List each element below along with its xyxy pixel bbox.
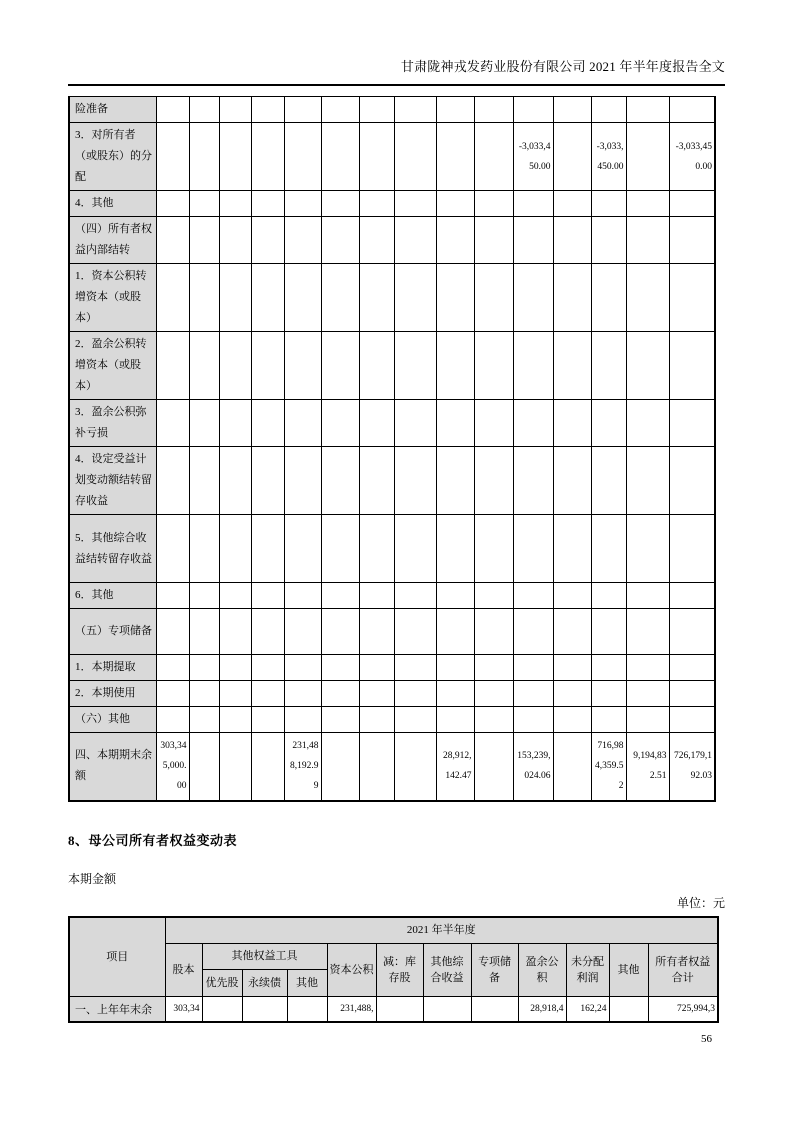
value-cell [669, 655, 715, 681]
value-cell [436, 332, 474, 400]
value-cell [321, 609, 359, 655]
value-cell [321, 264, 359, 332]
value-cell [219, 609, 251, 655]
value-cell [321, 217, 359, 264]
row-label: 3．对所有者（或股东）的分配 [69, 123, 156, 191]
value-cell [359, 332, 394, 400]
value-cell [251, 583, 284, 609]
table-row [69, 217, 715, 264]
row-label: 2．盈余公积转增资本（或股本） [69, 332, 156, 400]
value-cell [591, 655, 626, 681]
value-cell [626, 97, 669, 123]
value-cell [436, 264, 474, 332]
header-item: 项目 [69, 917, 165, 996]
value-cell [219, 332, 251, 400]
value-cell [359, 191, 394, 217]
value-cell [669, 515, 715, 583]
value-cell [321, 655, 359, 681]
value-cell [553, 97, 591, 123]
value-cell [394, 217, 436, 264]
value-cell [626, 447, 669, 515]
row-label: 3．盈余公积弥补亏损 [69, 400, 156, 447]
value-cell [156, 707, 189, 733]
value-cell [189, 400, 219, 447]
value-cell [553, 583, 591, 609]
value-cell [189, 681, 219, 707]
value-cell [219, 123, 251, 191]
value-cell [669, 583, 715, 609]
header-preferred-shares: 优先股 [202, 969, 242, 996]
value-cell [156, 264, 189, 332]
value-cell [513, 217, 553, 264]
value-cell [284, 217, 321, 264]
value-cell [669, 97, 715, 123]
value-cell [219, 264, 251, 332]
header-perpetual-bonds: 永续债 [242, 969, 287, 996]
value-cell: 28,918,4 [518, 996, 566, 1022]
value-cell [251, 655, 284, 681]
value-cell [359, 655, 394, 681]
value-cell [359, 733, 394, 801]
value-cell [284, 97, 321, 123]
value-cell [251, 447, 284, 515]
table-header-row [69, 917, 718, 943]
value-cell: 162,24 [566, 996, 609, 1022]
value-cell [202, 996, 242, 1022]
header-share-capital: 股本 [165, 943, 202, 996]
value-cell [156, 681, 189, 707]
value-cell [474, 191, 513, 217]
table-row [69, 733, 715, 801]
value-cell [436, 191, 474, 217]
value-cell [474, 609, 513, 655]
value-cell [436, 583, 474, 609]
value-cell [189, 332, 219, 400]
value-cell [626, 217, 669, 264]
value-cell [394, 609, 436, 655]
value-cell [474, 583, 513, 609]
value-cell [189, 191, 219, 217]
value-cell: 231,488, [327, 996, 376, 1022]
value-cell: 303,34 [165, 996, 202, 1022]
value-cell: 725,994,3 [648, 996, 718, 1022]
value-cell [591, 609, 626, 655]
value-cell [591, 191, 626, 217]
value-cell [394, 707, 436, 733]
row-label: 4．设定受益计划变动额结转留存收益 [69, 447, 156, 515]
value-cell [626, 609, 669, 655]
value-cell [513, 264, 553, 332]
value-cell [284, 707, 321, 733]
value-cell [669, 400, 715, 447]
unit-label: 单位：元 [676, 896, 725, 910]
value-cell [553, 400, 591, 447]
value-cell [591, 681, 626, 707]
value-cell [436, 515, 474, 583]
value-cell [189, 123, 219, 191]
header-divider [68, 84, 725, 86]
value-cell [513, 681, 553, 707]
value-cell [321, 515, 359, 583]
row-label: 6．其他 [69, 583, 156, 609]
value-cell [626, 583, 669, 609]
table-row [69, 332, 715, 400]
value-cell [394, 583, 436, 609]
value-cell: -3,033,450.00 [591, 123, 626, 191]
value-cell [626, 681, 669, 707]
row-label: 一、上年年末余 [69, 996, 165, 1022]
value-cell [156, 655, 189, 681]
value-cell [513, 609, 553, 655]
value-cell [626, 191, 669, 217]
value-cell [513, 97, 553, 123]
value-cell [669, 609, 715, 655]
value-cell [626, 264, 669, 332]
value-cell [513, 583, 553, 609]
table-row [69, 707, 715, 733]
value-cell [156, 400, 189, 447]
value-cell [284, 191, 321, 217]
header-special-reserve: 专项储备 [471, 943, 518, 996]
value-cell [284, 332, 321, 400]
value-cell [189, 583, 219, 609]
value-cell [189, 515, 219, 583]
value-cell [251, 123, 284, 191]
row-label: （六）其他 [69, 707, 156, 733]
value-cell [219, 191, 251, 217]
value-cell [284, 400, 321, 447]
value-cell [156, 123, 189, 191]
value-cell [156, 217, 189, 264]
value-cell [284, 123, 321, 191]
value-cell [626, 515, 669, 583]
value-cell [251, 400, 284, 447]
value-cell [394, 191, 436, 217]
value-cell [284, 264, 321, 332]
value-cell [219, 217, 251, 264]
value-cell: -3,033,450.00 [669, 123, 715, 191]
value-cell [474, 515, 513, 583]
value-cell [591, 515, 626, 583]
value-cell [591, 583, 626, 609]
value-cell [219, 733, 251, 801]
row-label: 1．本期提取 [69, 655, 156, 681]
value-cell [474, 97, 513, 123]
value-cell [394, 332, 436, 400]
report-header-title: 甘肃陇神戎发药业股份有限公司 2021 年半年度报告全文 [400, 59, 725, 74]
value-cell [284, 681, 321, 707]
row-label: （五）专项储备 [69, 609, 156, 655]
value-cell [474, 332, 513, 400]
value-cell [553, 733, 591, 801]
value-cell [321, 332, 359, 400]
table-row [69, 97, 715, 123]
row-label: 四、本期期末余额 [69, 733, 156, 801]
table-row [69, 191, 715, 217]
value-cell [436, 447, 474, 515]
value-cell [394, 400, 436, 447]
value-cell [321, 733, 359, 801]
value-cell [321, 400, 359, 447]
value-cell [553, 217, 591, 264]
value-cell [189, 97, 219, 123]
value-cell [219, 97, 251, 123]
value-cell [219, 707, 251, 733]
value-cell [669, 447, 715, 515]
value-cell [609, 996, 648, 1022]
table-row [69, 264, 715, 332]
value-cell [394, 264, 436, 332]
table-row [69, 583, 715, 609]
value-cell [669, 191, 715, 217]
value-cell [189, 609, 219, 655]
value-cell [553, 707, 591, 733]
value-cell [359, 264, 394, 332]
row-label: 1．资本公积转增资本（或股本） [69, 264, 156, 332]
page-number: 56 [701, 1033, 712, 1045]
value-cell [321, 97, 359, 123]
value-cell [251, 733, 284, 801]
value-cell [156, 447, 189, 515]
value-cell: 303,345,000.00 [156, 733, 189, 801]
consolidated-equity-change-table [68, 96, 716, 802]
value-cell [471, 996, 518, 1022]
value-cell [474, 681, 513, 707]
row-label: 5．其他综合收益结转留存收益 [69, 515, 156, 583]
header-less-treasury: 减：库存股 [376, 943, 423, 996]
value-cell [219, 515, 251, 583]
value-cell [436, 400, 474, 447]
value-cell [553, 515, 591, 583]
table-row [69, 609, 715, 655]
value-cell [474, 447, 513, 515]
header-other-instruments: 其他 [287, 969, 327, 996]
value-cell [251, 515, 284, 583]
value-cell [219, 447, 251, 515]
value-cell: 231,488,192.99 [284, 733, 321, 801]
value-cell [251, 332, 284, 400]
value-cell [591, 217, 626, 264]
row-label: 险准备 [69, 97, 156, 123]
value-cell [156, 97, 189, 123]
value-cell [474, 655, 513, 681]
value-cell [513, 707, 553, 733]
table-row [69, 400, 715, 447]
value-cell [436, 123, 474, 191]
value-cell [513, 332, 553, 400]
value-cell [394, 681, 436, 707]
value-cell [474, 400, 513, 447]
value-cell: 9,194,832.51 [626, 733, 669, 801]
value-cell [284, 515, 321, 583]
value-cell [553, 609, 591, 655]
value-cell [669, 264, 715, 332]
value-cell [591, 400, 626, 447]
value-cell [474, 707, 513, 733]
table-row [69, 123, 715, 191]
value-cell [156, 583, 189, 609]
value-cell [189, 707, 219, 733]
value-cell [359, 400, 394, 447]
value-cell [553, 655, 591, 681]
parent-equity-change-table [68, 916, 719, 1023]
value-cell: 153,239,024.06 [513, 733, 553, 801]
value-cell [189, 733, 219, 801]
value-cell [189, 264, 219, 332]
header-surplus-reserve: 盈余公积 [518, 943, 566, 996]
header-other: 其他 [609, 943, 648, 996]
value-cell [436, 707, 474, 733]
value-cell [219, 400, 251, 447]
table-header-row [69, 943, 718, 969]
value-cell [251, 191, 284, 217]
value-cell [591, 97, 626, 123]
value-cell: -3,033,450.00 [513, 123, 553, 191]
header-period: 2021 年半年度 [165, 917, 718, 943]
value-cell [219, 681, 251, 707]
value-cell [436, 97, 474, 123]
value-cell [156, 609, 189, 655]
value-cell [669, 681, 715, 707]
value-cell [474, 123, 513, 191]
value-cell [359, 515, 394, 583]
value-cell [251, 609, 284, 655]
value-cell [436, 655, 474, 681]
value-cell [553, 681, 591, 707]
value-cell [553, 191, 591, 217]
value-cell [321, 707, 359, 733]
header-oci: 其他综合收益 [423, 943, 471, 996]
value-cell [513, 515, 553, 583]
value-cell [394, 515, 436, 583]
value-cell [394, 97, 436, 123]
header-total-equity: 所有者权益合计 [648, 943, 718, 996]
value-cell [156, 515, 189, 583]
value-cell [626, 707, 669, 733]
value-cell [287, 996, 327, 1022]
row-label: 2．本期使用 [69, 681, 156, 707]
value-cell [251, 264, 284, 332]
value-cell [359, 217, 394, 264]
value-cell [669, 217, 715, 264]
value-cell [436, 609, 474, 655]
value-cell [591, 447, 626, 515]
value-cell [189, 655, 219, 681]
value-cell [553, 264, 591, 332]
value-cell [242, 996, 287, 1022]
value-cell [359, 123, 394, 191]
value-cell [626, 655, 669, 681]
value-cell [591, 264, 626, 332]
value-cell [626, 332, 669, 400]
value-cell [219, 583, 251, 609]
value-cell [553, 123, 591, 191]
value-cell [669, 707, 715, 733]
value-cell [513, 400, 553, 447]
value-cell [591, 332, 626, 400]
header-retained-profit: 未分配利润 [566, 943, 609, 996]
table-row [69, 681, 715, 707]
value-cell [591, 707, 626, 733]
value-cell [669, 332, 715, 400]
row-label: （四）所有者权益内部结转 [69, 217, 156, 264]
value-cell: 716,984,359.52 [591, 733, 626, 801]
value-cell [251, 681, 284, 707]
value-cell [321, 123, 359, 191]
value-cell [284, 447, 321, 515]
value-cell [394, 655, 436, 681]
value-cell [189, 447, 219, 515]
value-cell [284, 655, 321, 681]
value-cell [321, 447, 359, 515]
value-cell [359, 707, 394, 733]
value-cell [219, 655, 251, 681]
value-cell: 726,179,192.03 [669, 733, 715, 801]
row-label: 4．其他 [69, 191, 156, 217]
value-cell [251, 217, 284, 264]
value-cell [359, 97, 394, 123]
value-cell [321, 583, 359, 609]
value-cell [513, 447, 553, 515]
value-cell [626, 400, 669, 447]
table-row [69, 996, 718, 1022]
value-cell [474, 264, 513, 332]
value-cell [436, 217, 474, 264]
value-cell [553, 447, 591, 515]
value-cell [359, 609, 394, 655]
section-heading: 8、母公司所有者权益变动表 [68, 833, 238, 848]
value-cell [284, 609, 321, 655]
table-row [69, 515, 715, 583]
value-cell [284, 583, 321, 609]
value-cell [321, 191, 359, 217]
header-other-equity-tools: 其他权益工具 [202, 943, 327, 969]
value-cell [553, 332, 591, 400]
value-cell [376, 996, 423, 1022]
value-cell [394, 733, 436, 801]
header-capital-reserve: 资本公积 [327, 943, 376, 996]
value-cell [189, 217, 219, 264]
value-cell [474, 217, 513, 264]
value-cell [513, 655, 553, 681]
period-label: 本期金额 [68, 872, 117, 886]
value-cell [251, 707, 284, 733]
value-cell [251, 97, 284, 123]
table-row [69, 655, 715, 681]
value-cell [423, 996, 471, 1022]
value-cell [321, 681, 359, 707]
value-cell [626, 123, 669, 191]
value-cell [156, 191, 189, 217]
value-cell [359, 447, 394, 515]
value-cell [513, 191, 553, 217]
value-cell [394, 447, 436, 515]
table-row [69, 447, 715, 515]
value-cell [436, 681, 474, 707]
value-cell [156, 332, 189, 400]
value-cell [474, 733, 513, 801]
value-cell [359, 583, 394, 609]
value-cell [359, 681, 394, 707]
value-cell [394, 123, 436, 191]
value-cell: 28,912,142.47 [436, 733, 474, 801]
